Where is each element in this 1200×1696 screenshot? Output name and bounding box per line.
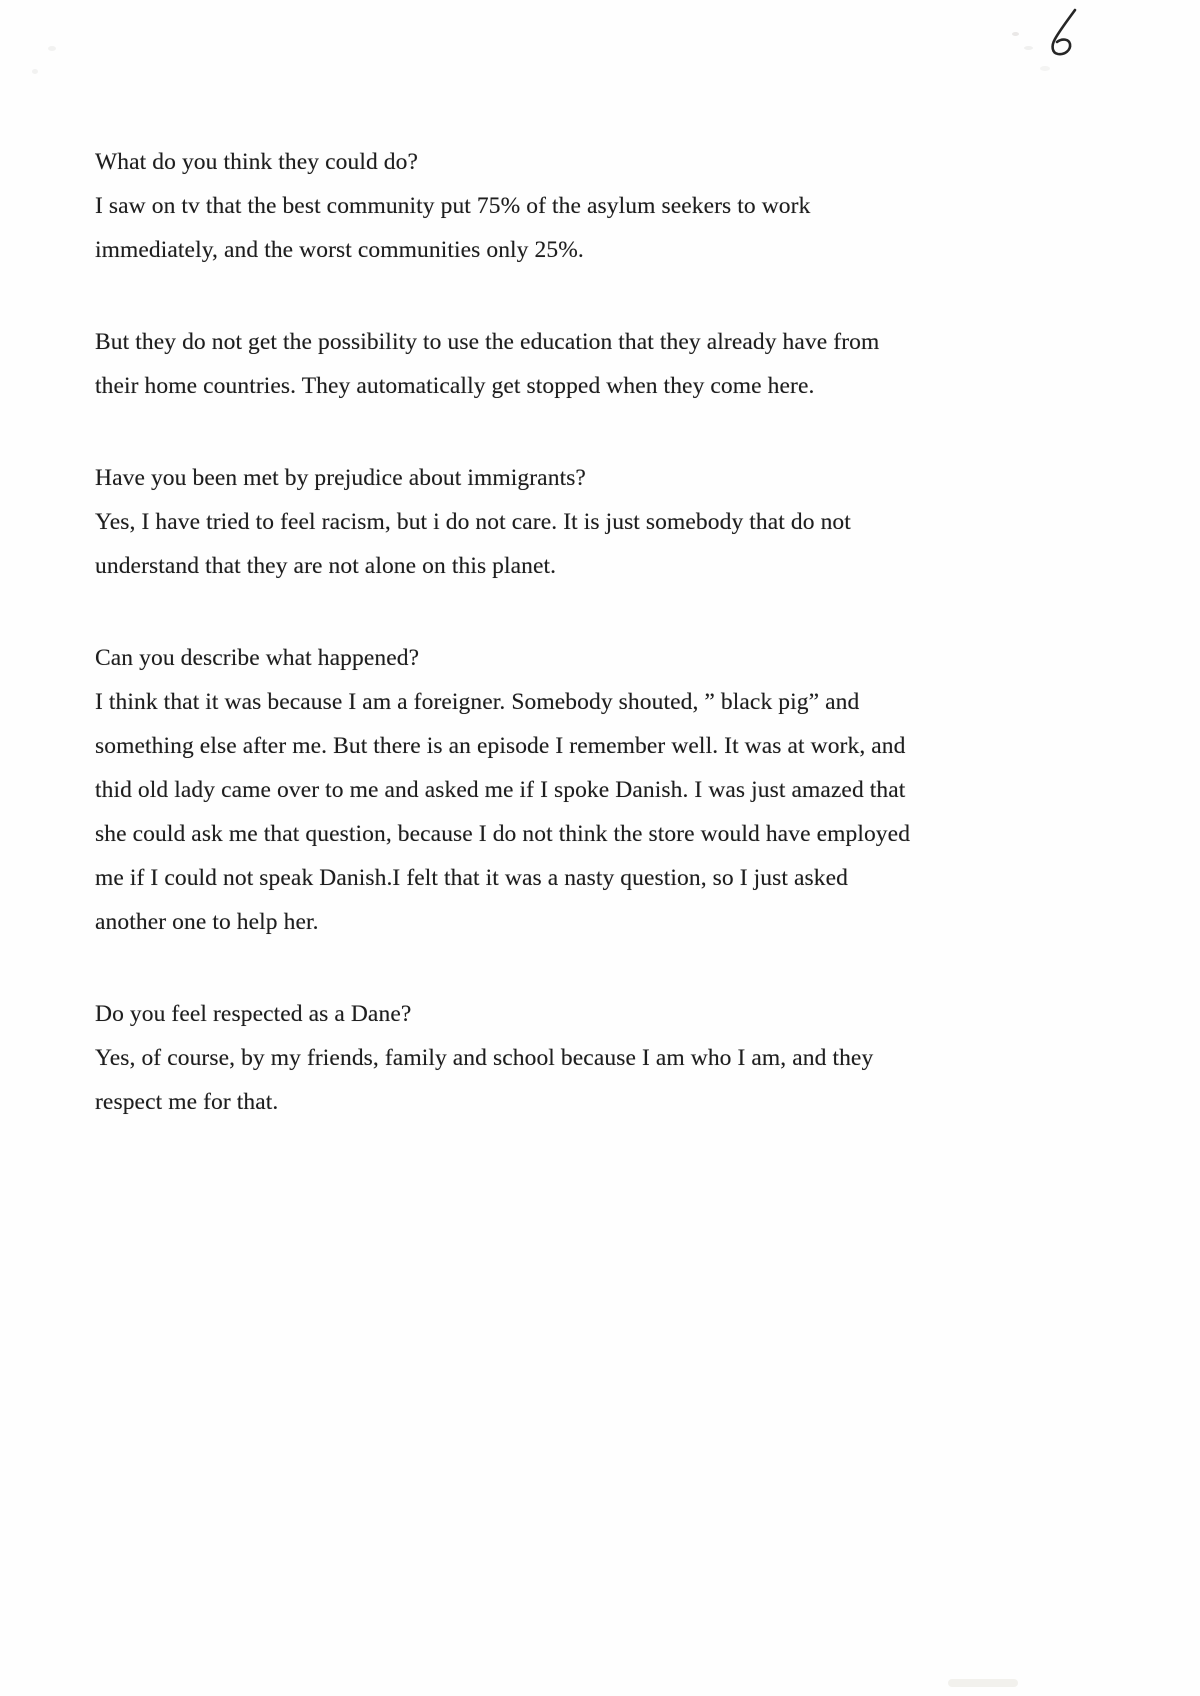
interview-question: Can you describe what happened? bbox=[95, 645, 420, 671]
answer-line: immediately, and the worst communities only 25%. bbox=[95, 237, 584, 263]
scan-speck bbox=[1012, 32, 1019, 36]
interview-question: Do you feel respected as a Dane? bbox=[95, 1001, 412, 1027]
answer-line: Yes, of course, by my friends, family and school because I am who I am, and they bbox=[95, 1045, 874, 1071]
scan-speck bbox=[1024, 46, 1033, 50]
answer-line: But they do not get the possibility to use the education that they already have from bbox=[95, 329, 880, 355]
scan-smudge bbox=[948, 1679, 1018, 1687]
interview-question: What do you think they could do? bbox=[95, 149, 418, 175]
answer-line: I think that it was because I am a foreigner. Somebody shouted, ” black pig” and bbox=[95, 689, 860, 715]
answer-line: respect me for that. bbox=[95, 1089, 279, 1115]
answer-line: she could ask me that question, because I do not think the store would have employed bbox=[95, 821, 911, 847]
typed-text-body bbox=[95, 140, 1170, 1172]
answer-line: thid old lady came over to me and asked me if I spoke Danish. I was just amazed that bbox=[95, 777, 906, 803]
answer-line: another one to help her. bbox=[95, 909, 319, 935]
qa-block-5 bbox=[95, 992, 1170, 1124]
answer-line: Yes, I have tried to feel racism, but i do not care. It is just somebody that do not bbox=[95, 509, 851, 535]
qa-block-1 bbox=[95, 140, 1170, 272]
qa-block-2 bbox=[95, 320, 1170, 408]
scan-speck bbox=[48, 46, 56, 51]
qa-block-4 bbox=[95, 636, 1170, 944]
answer-line: something else after me. But there is an episode I remember well. It was at work, and bbox=[95, 733, 906, 759]
scan-speck bbox=[1040, 66, 1050, 71]
answer-line: understand that they are not alone on this planet. bbox=[95, 553, 557, 579]
qa-block-3 bbox=[95, 456, 1170, 588]
answer-line: me if I could not speak Danish.I felt that it was a nasty question, so I just asked bbox=[95, 865, 848, 891]
handwritten-mark-6 bbox=[1042, 6, 1092, 66]
answer-line: I saw on tv that the best community put 75% of the asylum seekers to work bbox=[95, 193, 811, 219]
answer-line: their home countries. They automatically get stopped when they come here. bbox=[95, 373, 815, 399]
scan-speck bbox=[32, 69, 38, 74]
interview-question: Have you been met by prejudice about immigrants? bbox=[95, 465, 586, 491]
